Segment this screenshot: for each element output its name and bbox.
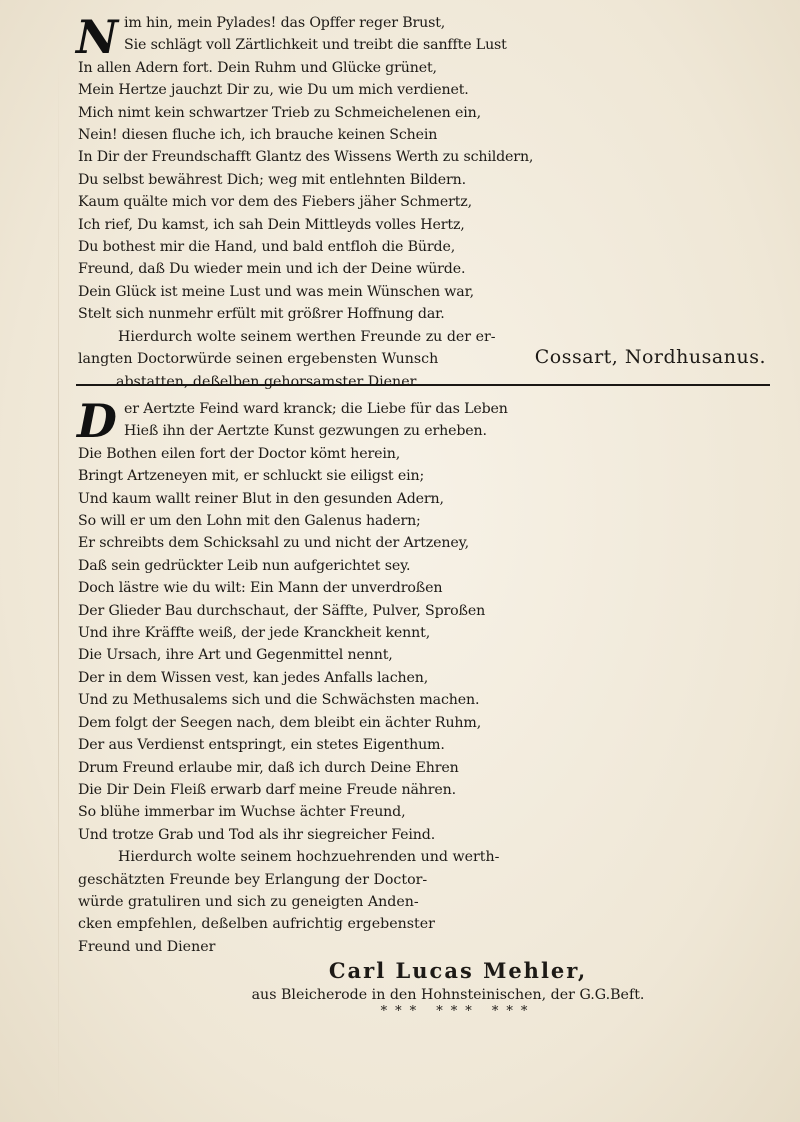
poem-line: Nein! diesen fluche ich, ich brauche keinen Schein — [78, 127, 438, 144]
dedication-line: abstatten, deßelben gehorsamster Diener — [116, 373, 417, 390]
poem-line: Dein Glück ist meine Lust und was mein Wünschen war, — [78, 283, 475, 300]
poem-line: Mein Hertze jauchzt Dir zu, wie Du um mich verdienet. — [78, 82, 469, 99]
dedication-line: cken empfehlen, deßelben aufrichtig ergebenster — [78, 916, 435, 933]
author-origin: aus Bleicherode in den Hohnsteinischen, der G.G.Beft. — [251, 987, 645, 1004]
dedication-line: würde gratuliren und sich zu geneigten Anden- — [78, 893, 419, 910]
poem-line: Kaum quälte mich vor dem des Fiebers jäher Schmertz, — [78, 194, 472, 211]
poem-line: Du selbst bewährest Dich; weg mit entlehnten Bildern. — [78, 171, 466, 188]
poem-line: Du bothest mir die Hand, und bald entfloh die Bürde, — [78, 239, 456, 256]
dedication-line: Hierdurch wolte seinem werthen Freunde zu der er- — [118, 328, 496, 345]
poem-line: Freund, daß Du wieder mein und ich der Deine würde. — [78, 261, 466, 278]
poem-1 — [78, 12, 778, 393]
poem-line: Dem folgt der Seegen nach, dem bleibt ein ächter Ruhm, — [78, 714, 482, 731]
poem-2 — [77, 394, 778, 1020]
poem-line: Der aus Verdienst entspringt, ein stetes Eigenthum. — [78, 737, 445, 754]
poem-line: Mich nimt kein schwartzer Trieb zu Schmeichelenen ein, — [78, 104, 481, 121]
poem-line: er Aertzte Feind ward kranck; die Liebe für das Leben — [124, 401, 508, 417]
poem-line: Drum Freund erlaube mir, daß ich durch Deine Ehren — [78, 759, 459, 776]
poem-line: Daß sein gedrückter Leib nun aufgerichtet sey. — [78, 557, 411, 574]
poem-line: So blühe immerbar im Wuchse ächter Freund, — [78, 804, 406, 821]
signature-cossart: Cossart, Nordhusanus. — [534, 346, 766, 368]
dedication-line: Hierdurch wolte seinem hochzuehrenden und werth- — [118, 849, 500, 866]
poem-line: Die Ursach, ihre Art und Gegenmittel nennt, — [78, 647, 393, 664]
poem-line: Und ihre Kräffte weiß, der jede Kranckheit kennt, — [78, 625, 431, 642]
poem-line: Er schreibts dem Schicksahl zu und nicht der Artzeney, — [78, 535, 469, 552]
poem-line: Doch lästre wie du wilt: Ein Mann der unverdroßen — [78, 580, 443, 597]
asterism-ornament: *** *** *** — [380, 1004, 536, 1020]
dedication-line: langten Doctorwürde seinen ergebensten Wunsch — [78, 351, 439, 368]
page-crease — [58, 60, 59, 1110]
poem-line: Bringt Artzeneyen mit, er schluckt sie eiligst ein; — [78, 468, 425, 485]
poem-line: Und zu Methusalems sich und die Schwächsten machen. — [78, 692, 480, 709]
section-divider — [76, 384, 770, 386]
poem-line: In Dir der Freundschafft Glantz des Wissens Werth zu schildern, — [78, 149, 534, 166]
drop-cap-n: N — [76, 10, 119, 64]
poem-line: Stelt sich nunmehr erfült mit größrer Hoffnung dar. — [78, 306, 445, 323]
dedication-line: geschätzten Freunde bey Erlangung der Doctor- — [78, 871, 428, 888]
poem-line: Der in dem Wissen vest, kan jedes Anfalls lachen, — [78, 669, 429, 686]
poem-line: Sie schlägt voll Zärtlichkeit und treibt die sanffte Lust — [124, 37, 507, 54]
author-name: Carl Lucas Mehler, — [328, 958, 588, 984]
poem-line: Hieß ihn der Aertzte Kunst gezwungen zu erheben. — [124, 423, 487, 440]
poem-line: Und trotze Grab und Tod als ihr siegreicher Feind. — [78, 826, 436, 843]
poem-line: In allen Adern fort. Dein Ruhm und Glücke grünet, — [78, 59, 437, 76]
poem-line: Ich rief, Du kamst, ich sah Dein Mittleyds volles Hertz, — [78, 216, 465, 233]
poem-line: Und kaum wallt reiner Blut in den gesunden Adern, — [78, 490, 444, 507]
poem-line: im hin, mein Pylades! das Opffer reger Brust, — [124, 15, 446, 31]
poem-line: Der Glieder Bau durchschaut, der Säffte, Pulver, Sproßen — [78, 602, 486, 619]
drop-cap-d: D — [77, 394, 117, 448]
poem-line: Die Dir Dein Fleiß erwarb darf meine Freude nähren. — [78, 781, 457, 798]
poem-line: Die Bothen eilen fort der Doctor kömt herein, — [78, 445, 401, 462]
dedication-line: Freund und Diener — [78, 938, 216, 955]
poem-line: So will er um den Lohn mit den Galenus hadern; — [78, 513, 421, 530]
